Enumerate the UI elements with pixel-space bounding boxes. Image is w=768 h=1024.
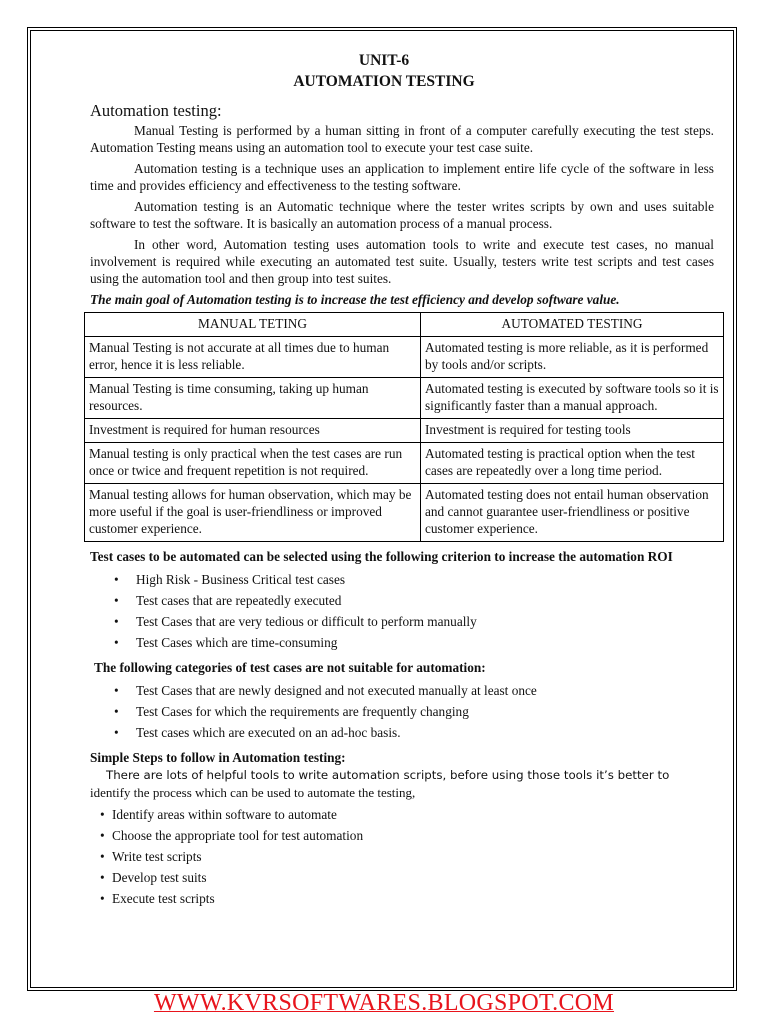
bullet-icon: • (114, 704, 119, 719)
list-item (54, 590, 714, 611)
bullet-icon: • (100, 891, 105, 906)
list-item-text: Test cases that are repeatedly executed (136, 593, 342, 608)
steps-list (54, 804, 714, 909)
table-cell: Automated testing does not entail human observation and cannot guarantee user-friendliness or positive customer experience. (421, 484, 724, 542)
list-item (54, 804, 714, 825)
list-item (54, 680, 714, 701)
list-item (54, 825, 714, 846)
list-item (54, 701, 714, 722)
table-row (85, 337, 724, 378)
unit-label: UNIT-6 (358, 52, 410, 69)
bullet-icon: • (114, 683, 119, 698)
bullet-icon: • (100, 870, 105, 885)
bullet-icon: • (114, 572, 119, 587)
list-item-text: Develop test suits (112, 870, 207, 885)
page-content (54, 50, 719, 909)
table-row (85, 419, 724, 443)
criteria-list (54, 569, 714, 653)
table-cell: Manual Testing is time consuming, taking up human resources. (85, 378, 421, 419)
list-item-text: Execute test scripts (112, 891, 215, 906)
list-item-text: High Risk - Business Critical test cases (136, 572, 346, 587)
bullet-icon: • (100, 828, 105, 843)
bullet-icon: • (114, 725, 119, 740)
steps-heading: Simple Steps to follow in Automation testing: (90, 750, 346, 765)
list-item-text: Test Cases that are newly designed and not executed manually at least once (136, 683, 537, 698)
list-item (54, 611, 714, 632)
list-item (54, 632, 714, 653)
table-cell: Automated testing is more reliable, as it is performed by tools and/or scripts. (421, 337, 724, 378)
bullet-icon: • (114, 614, 119, 629)
unsuitable-list (54, 680, 714, 743)
list-item-text: Write test scripts (112, 849, 202, 864)
page-title: AUTOMATION TESTING (293, 73, 475, 90)
table-cell: Manual testing allows for human observation, which may be more useful if the goal is user-friendliness or improved customer experience. (85, 484, 421, 542)
criteria-heading: Test cases to be automated can be selected using the following criterion to increase the automation ROI (90, 549, 673, 564)
table-cell: Manual testing is only practical when the test cases are run once or twice and frequent repetition is not required. (85, 443, 421, 484)
list-item-text: Test Cases for which the requirements are frequently changing (136, 704, 469, 719)
table-cell: Automated testing is practical option when the test cases are repeatedly over a long time period. (421, 443, 724, 484)
table-row (85, 484, 724, 542)
paragraph: Automation testing is a technique uses an application to implement entire life cycle of the software in less time and provides efficiency and effectiveness to the testing software. (90, 161, 714, 193)
paragraph: Automation testing is an Automatic technique where the tester writes scripts by own and uses suitable software to test the software. It is basically an automation process of a manual process. (90, 199, 714, 231)
list-item (54, 569, 714, 590)
table-cell: Investment is required for testing tools (421, 419, 724, 443)
table-cell: Manual Testing is not accurate at all times due to human error, hence it is less reliable. (85, 337, 421, 378)
table-header-manual: MANUAL TETING (85, 313, 421, 337)
list-item-text: Choose the appropriate tool for test automation (112, 828, 364, 843)
paragraph: Manual Testing is performed by a human sitting in front of a computer carefully executing the test steps. Automation Testing means using an automation tool to execute your test case suite. (90, 123, 714, 155)
list-item (54, 846, 714, 867)
list-item-text: Identify areas within software to automate (112, 807, 337, 822)
table-row (85, 378, 724, 419)
section-title: Automation testing: (90, 101, 222, 120)
paragraph: In other word, Automation testing uses automation tools to write and execute test cases, no manual involvement is required while executing an automated test suite. Usually, testers write test scripts and test cases using the automation tool and then group into test suites. (90, 237, 714, 286)
footer-website-link[interactable]: WWW.KVRSOFTWARES.BLOGSPOT.COM (153, 990, 615, 1016)
table-header-automated: AUTOMATED TESTING (421, 313, 724, 337)
intro-paragraphs (90, 122, 714, 287)
list-item-text: Test Cases that are very tedious or difficult to perform manually (136, 614, 477, 629)
steps-intro-line: identify the process which can be used to automate the testing, (90, 785, 416, 800)
table-header-row (85, 313, 724, 337)
goal-statement: The main goal of Automation testing is to increase the test efficiency and develop software value. (90, 292, 620, 307)
list-item (54, 867, 714, 888)
unsuitable-heading: The following categories of test cases are not suitable for automation: (94, 660, 486, 675)
list-item (54, 888, 714, 909)
steps-intro-line: There are lots of helpful tools to write automation scripts, before using those tools it’s better to (106, 768, 670, 782)
list-item-text: Test Cases which are time-consuming (136, 635, 338, 650)
bullet-icon: • (100, 807, 105, 822)
steps-intro (90, 767, 714, 801)
list-item (54, 722, 714, 743)
table-cell: Automated testing is executed by software tools so it is significantly faster than a manual approach. (421, 378, 724, 419)
table-cell: Investment is required for human resources (85, 419, 421, 443)
bullet-icon: • (114, 593, 119, 608)
list-item-text: Test cases which are executed on an ad-hoc basis. (136, 725, 401, 740)
comparison-table (84, 312, 724, 542)
bullet-icon: • (114, 635, 119, 650)
table-row (85, 443, 724, 484)
bullet-icon: • (100, 849, 105, 864)
